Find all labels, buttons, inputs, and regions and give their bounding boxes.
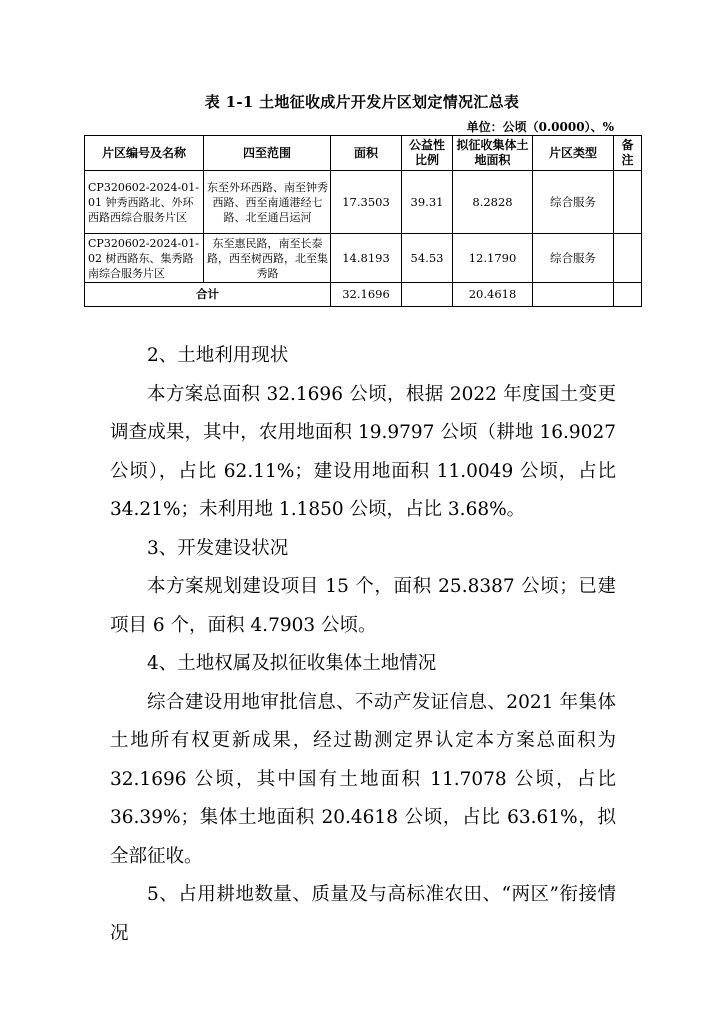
public-ratio-cell: 54.53 (402, 234, 453, 283)
zone-name-cell: CP320602-2024-01-02 树西路东、集秀路南综合服务片区 (85, 234, 204, 283)
section-paragraph: 综合建设用地审批信息、不动产发证信息、2021 年集体土地所有权更新成果，经过勘测定界认定本方案总面积为 32.1696 公顷，其中国有土地面积 11.7078 公顷，占比 36.39%；集体土地面积 20.4618 公顷，占比 63.61%，拟全部征收。 (110, 691, 616, 867)
table-row (85, 234, 642, 283)
zone-range-cell: 东至惠民路，南至长泰路，西至树西路，北至集秀路 (204, 234, 331, 283)
total-type-cell (533, 283, 614, 307)
table-title: 表 1-1 土地征收成片开发片区划定情况汇总表 (204, 93, 520, 111)
table-unit-note: 单位：公顷（0.0000）、% (466, 120, 614, 134)
zone-type-cell: 综合服务 (533, 171, 614, 234)
collective-area-cell: 8.2828 (453, 171, 533, 234)
total-note-cell (614, 283, 642, 307)
header-cell: 面积 (331, 136, 402, 171)
section-heading: 3、开发建设状况 (147, 537, 289, 559)
total-collective-area-cell: 20.4618 (453, 283, 533, 307)
section-paragraph: 本方案规划建设项目 15 个，面积 25.8387 公顷；已建项目 6 个，面积 4.7903 公顷。 (110, 576, 616, 636)
zone-range-cell: 东至外环西路、南至钟秀西路、西至南通港经七路、北至通吕运河 (204, 171, 331, 234)
section-paragraph: 本方案总面积 32.1696 公顷，根据 2022 年度国土变更调查成果，其中，农用地面积 19.9797 公顷（耕地 16.9027 公顷），占比 62.11%；建设用地面积 11.0049 公顷，占比 34.21%；未利用地 1.1850 公顷，占比 3.68%。 (110, 383, 616, 520)
summary-table (84, 135, 642, 307)
header-cell: 公益性比例 (402, 136, 453, 171)
area-cell: 14.8193 (331, 234, 402, 283)
note-cell (614, 234, 642, 283)
table-header-row (85, 136, 642, 171)
collective-area-cell: 12.1790 (453, 234, 533, 283)
public-ratio-cell: 39.31 (402, 171, 453, 234)
area-cell: 17.3503 (331, 171, 402, 234)
table-row (85, 171, 642, 234)
header-cell: 备注 (614, 136, 642, 171)
section-heading: 4、土地权属及拟征收集体土地情况 (147, 653, 437, 674)
total-ratio-cell (402, 283, 453, 307)
zone-name-cell: CP320602-2024-01-01 钟秀西路北、外环西路西综合服务片区 (85, 171, 204, 234)
header-cell: 片区编号及名称 (85, 136, 204, 171)
header-cell: 片区类型 (533, 136, 614, 171)
note-cell (614, 171, 642, 234)
total-area-cell: 32.1696 (331, 283, 402, 307)
table-total-row (85, 283, 642, 307)
section-heading: 5、占用耕地数量、质量及与高标准农田、“两区”衔接情况 (110, 884, 616, 944)
header-cell: 四至范围 (204, 136, 331, 171)
document-body (110, 337, 616, 953)
header-cell: 拟征收集体土地面积 (453, 136, 533, 171)
section-heading: 2、土地利用现状 (147, 345, 289, 366)
zone-type-cell: 综合服务 (533, 234, 614, 283)
total-label-cell: 合计 (85, 283, 331, 307)
